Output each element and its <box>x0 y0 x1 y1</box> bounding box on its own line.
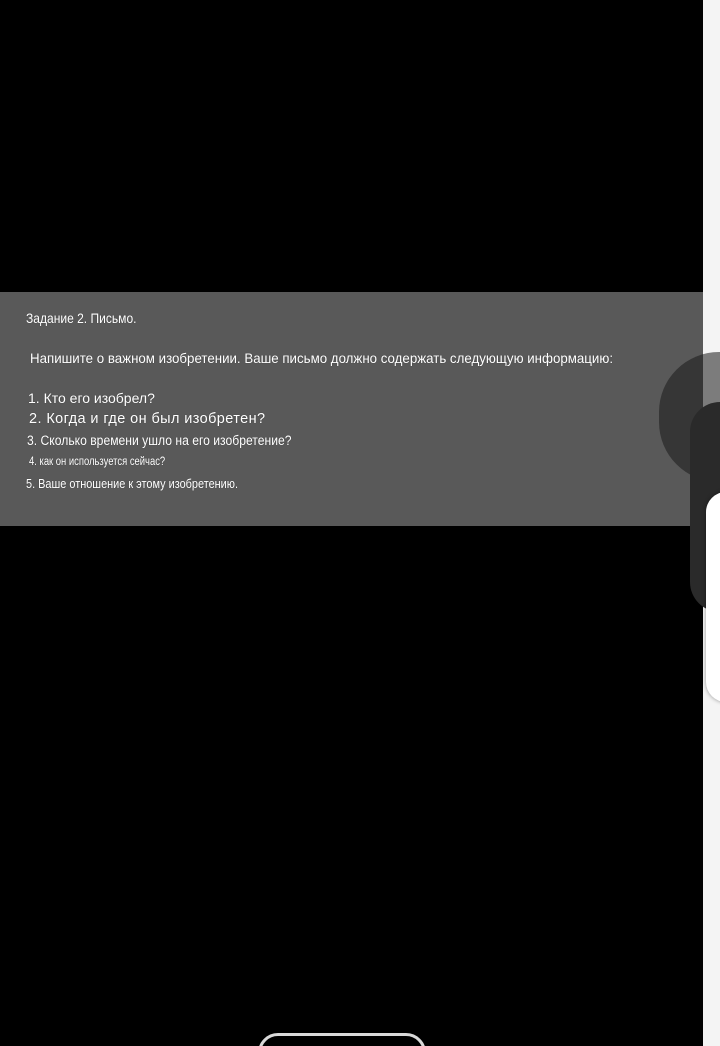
task-question-4: 4. как он используется сейчас? <box>29 456 166 468</box>
task-question-5: 5. Ваше отношение к этому изобретению. <box>26 476 239 491</box>
task-title: Задание 2. Письмо. <box>26 310 137 326</box>
edge-panel-tab[interactable] <box>706 492 720 702</box>
home-pill-icon[interactable] <box>258 1033 426 1046</box>
task-instruction: Напишите о важном изобретении. Ваше письмо должно содержать следующую информацию: <box>30 350 614 366</box>
task-question-1: 1. Кто его изобрел? <box>28 390 155 406</box>
task-question-2: 2. Когда и где он был изобретен? <box>29 411 266 427</box>
task-question-3: 3. Сколько времени ушло на его изобретение? <box>27 433 292 448</box>
